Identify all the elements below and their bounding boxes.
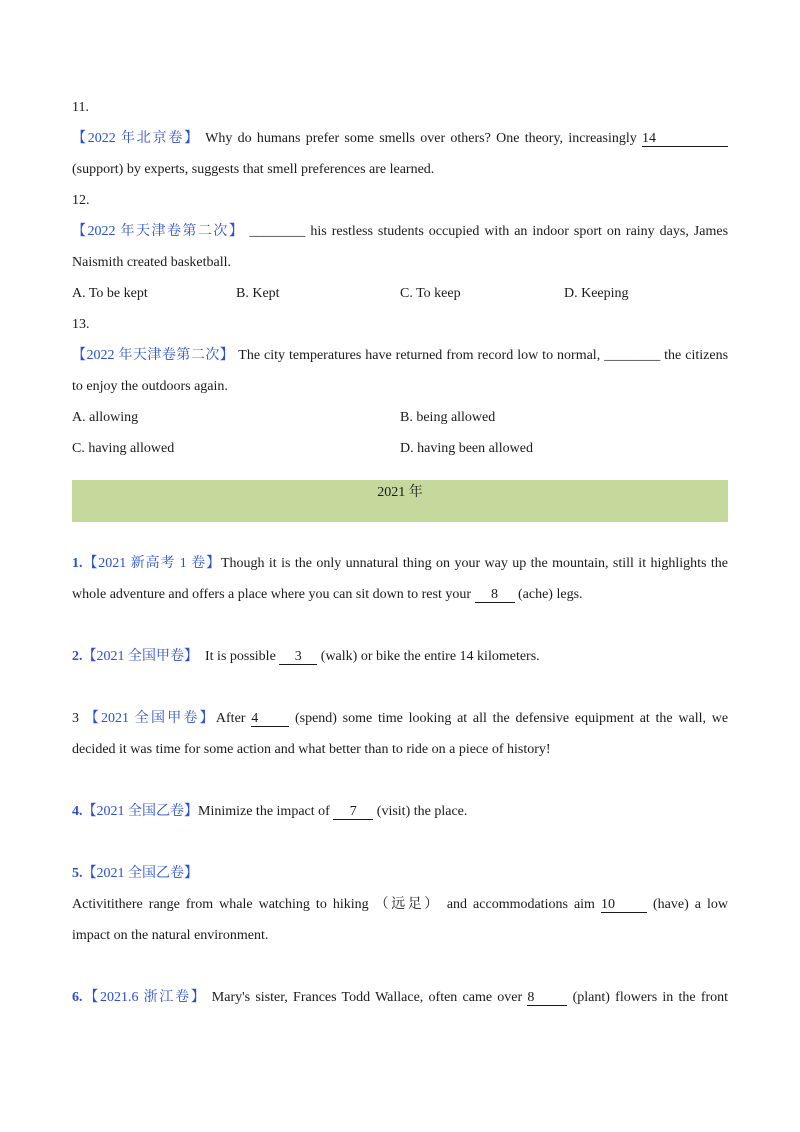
p3-line1 bbox=[72, 703, 728, 734]
q12-number: 12. bbox=[72, 193, 90, 208]
p2-text-before: It is possible bbox=[205, 649, 276, 664]
q12-source: 【2022 年天津卷第二次】 bbox=[72, 224, 245, 239]
q13-options-row2 bbox=[72, 433, 728, 464]
q11-line2: (support) by experts, suggests that smell preferences are learned. bbox=[72, 162, 435, 177]
q13-option-a: A. allowing bbox=[72, 410, 139, 425]
p5-number: 5. bbox=[72, 866, 83, 881]
q13-option-d: D. having been allowed bbox=[400, 441, 533, 456]
q13-text-after: the citizens bbox=[664, 348, 729, 363]
p1-line2 bbox=[72, 579, 728, 610]
p2-number: 2. bbox=[72, 649, 83, 664]
q13-option-c: C. having allowed bbox=[72, 441, 175, 456]
p6-text-before: Mary's sister, Frances Todd Wallace, often came over bbox=[211, 990, 523, 1005]
q13-options-row1 bbox=[72, 402, 728, 433]
p1-line1 bbox=[72, 548, 728, 579]
q13-option-b: B. being allowed bbox=[400, 410, 496, 425]
p2-text-after: (walk) or bike the entire 14 kilometers. bbox=[320, 649, 540, 664]
p5-line1 bbox=[72, 889, 728, 920]
p6-text-after: (plant) flowers in the front bbox=[572, 990, 729, 1005]
p1-number: 1. bbox=[72, 556, 83, 571]
p3-text-before: After bbox=[215, 711, 246, 726]
p5-note: （远足） bbox=[374, 897, 441, 912]
q12-option-a: A. To be kept bbox=[72, 286, 148, 301]
p3-blank: 4 bbox=[251, 712, 289, 727]
p5-text-before: Activitithere range from whale watching to hiking bbox=[72, 897, 369, 912]
p2-source: 【2021 全国甲卷】 bbox=[82, 649, 198, 664]
p3-text-after: (spend) some time looking at all the defensive equipment at the wall, we bbox=[294, 711, 729, 726]
p1-text: Though it is the only unnatural thing on your way up the mountain, still it highlights the bbox=[220, 556, 728, 571]
p4-text-after: (visit) the place. bbox=[376, 804, 468, 819]
p3-number: 3 bbox=[72, 711, 79, 726]
q12-line2: Naismith created basketball. bbox=[72, 255, 231, 270]
q12-option-c: C. To keep bbox=[400, 286, 461, 301]
p4-number: 4. bbox=[72, 804, 83, 819]
p6-blank: 8 bbox=[527, 991, 567, 1006]
q11-text: Why do humans prefer some smells over others? One theory, increasingly bbox=[205, 131, 637, 146]
p3-source: 【2021 全国甲卷】 bbox=[84, 711, 216, 726]
p1-text-line2: whole adventure and offers a place where you can sit down to rest your bbox=[72, 587, 471, 602]
p4-line1 bbox=[72, 796, 728, 827]
q12-option-d: D. Keeping bbox=[564, 286, 629, 301]
q13-line1 bbox=[72, 340, 728, 371]
p5-blank: 10 bbox=[601, 898, 647, 913]
q11-blank: 14 bbox=[642, 132, 728, 147]
q12-text: his restless students occupied with an indoor sport on rainy days, James bbox=[310, 224, 729, 239]
q12-blank: ________ bbox=[249, 224, 306, 239]
p5-header bbox=[72, 858, 728, 889]
p5-text-mid: and accommodations aim bbox=[446, 897, 595, 912]
p4-source: 【2021 全国乙卷】 bbox=[82, 804, 198, 819]
p6-number: 6. bbox=[72, 990, 83, 1005]
p2-line1 bbox=[72, 641, 728, 672]
p5-source: 【2021 全国乙卷】 bbox=[82, 866, 198, 881]
p6-line1 bbox=[72, 982, 728, 1013]
p3-line2: decided it was time for some action and what better than to ride on a piece of history! bbox=[72, 742, 551, 757]
q13-number: 13. bbox=[72, 317, 90, 332]
p4-text-before: Minimize the impact of bbox=[198, 804, 330, 819]
p6-source: 【2021.6 浙江卷】 bbox=[82, 990, 207, 1005]
p1-blank: 8 bbox=[475, 588, 515, 603]
q11-source: 【2022 年北京卷】 bbox=[72, 131, 200, 146]
q12-option-b: B. Kept bbox=[236, 286, 280, 301]
q11-number: 11. bbox=[72, 100, 89, 115]
q13-blank: ________ bbox=[604, 348, 661, 363]
p1-text-after: (ache) legs. bbox=[518, 587, 583, 602]
p5-line2: impact on the natural environment. bbox=[72, 928, 269, 943]
q13-line2: to enjoy the outdoors again. bbox=[72, 379, 228, 394]
q12-line1 bbox=[72, 216, 728, 247]
document-page bbox=[72, 92, 728, 1013]
p5-text-after: (have) a low bbox=[653, 897, 729, 912]
section-banner-2021: 2021 年 bbox=[72, 480, 728, 522]
p4-blank: 7 bbox=[333, 805, 373, 820]
q12-options bbox=[72, 278, 728, 309]
q13-source: 【2022 年天津卷第二次】 bbox=[72, 348, 235, 363]
p2-blank: 3 bbox=[279, 650, 317, 665]
p1-source: 【2021 新高考 1 卷】 bbox=[82, 556, 221, 571]
q11-line1 bbox=[72, 123, 728, 154]
q13-text-before: The city temperatures have returned from record low to normal, bbox=[238, 348, 601, 363]
